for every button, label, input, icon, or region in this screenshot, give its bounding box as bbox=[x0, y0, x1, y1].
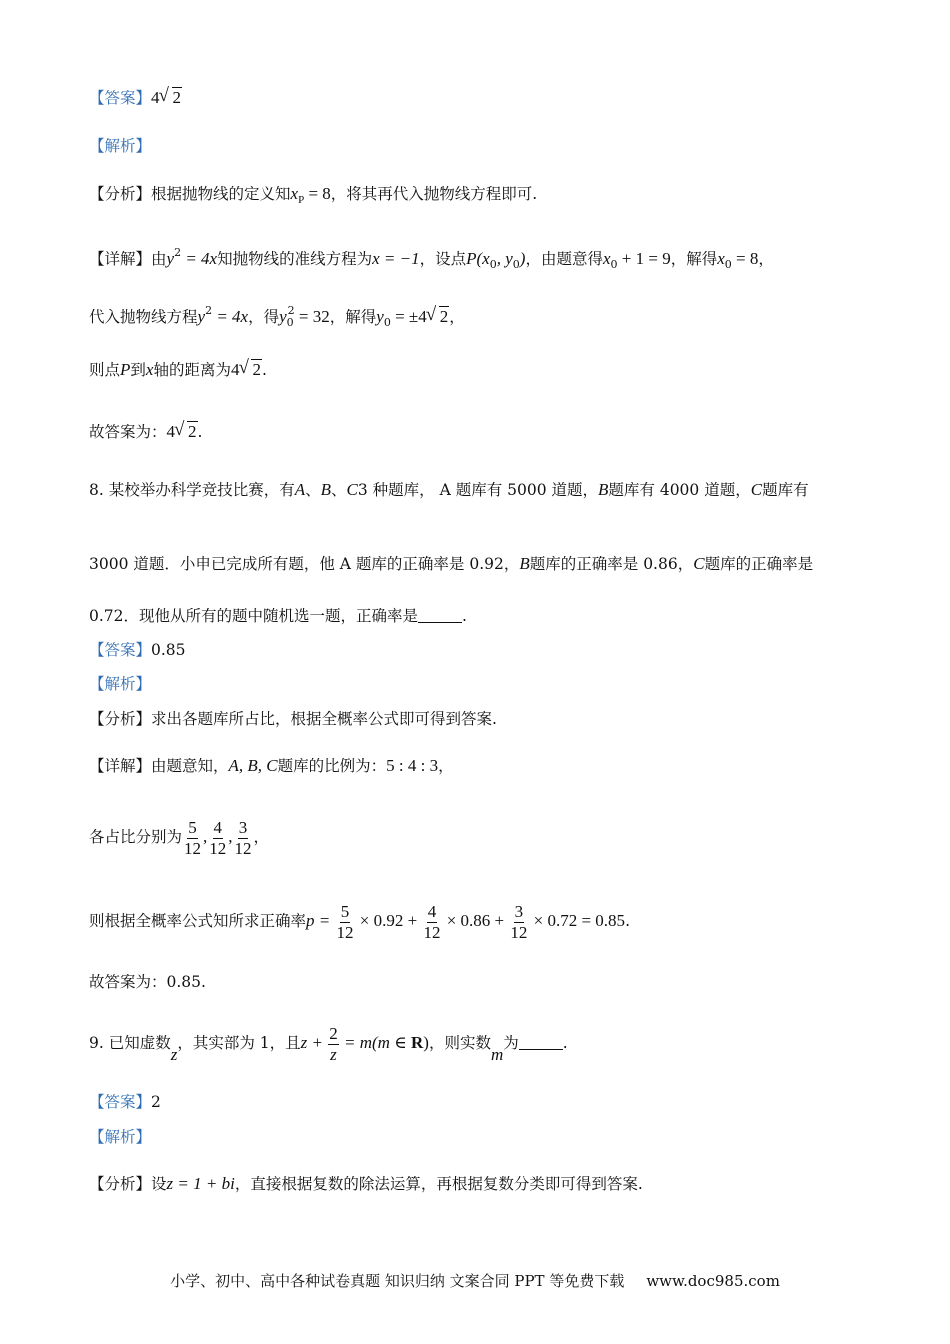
q9-answer-line: 【答案】2 bbox=[89, 1093, 161, 1111]
fraction: $\frac{5}{12}$ bbox=[184, 817, 202, 858]
q7-fenxi-line: 【分析】根据抛物线的定义知$x_P = 8$，将其再代入抛物线方程即可. bbox=[89, 184, 538, 206]
q7-detail-line-1: 【详解】由$y^2 = 4x$知抛物线的准线方程为x = −1，设点$P(x_0$, $y_0$)，由题意得$x_0 + 1 = 9$，解得$x_0 = 8$， bbox=[89, 246, 774, 271]
q7-detail-line-3: 则点P到x轴的距离为4√ 2. bbox=[89, 358, 267, 382]
q9-fenxi-line: 【分析】设z = 1 + bi，直接根据复数的除法运算，再根据复数分类即可得到答案. bbox=[89, 1174, 643, 1193]
q7-analysis-heading: 【解析】 bbox=[89, 137, 152, 155]
fraction: $\frac{4}{12}$ bbox=[209, 817, 227, 858]
answer-blank bbox=[418, 606, 462, 623]
fraction: $\frac{4}{12}$ bbox=[423, 901, 441, 942]
fraction: $\frac{3}{12}$ bbox=[510, 901, 528, 942]
q7-detail-line-2: 代入抛物线方程$y^2 = 4x$，得$y_0^2 = 32$，解得$y_0 = \pm 4√$ 2， bbox=[89, 299, 465, 335]
footer-text: 小学、初中、高中各种试卷真题 知识归纳 文案合同 PPT 等免费下载 bbox=[170, 1272, 625, 1290]
q8-detail-line-4: 故答案为：0.85. bbox=[89, 973, 206, 991]
sqrt: √ 2 bbox=[239, 358, 262, 382]
sqrt: √ 2 bbox=[427, 305, 450, 329]
q8-question-line-3: 0.72．现他从所有的题中随机选一题，正确率是 . bbox=[89, 607, 467, 625]
q7-answer-line: 【答案】4√ 2 bbox=[89, 86, 182, 110]
q8-detail-line-3: 则根据全概率公式知所求正确率p = $\frac{5}{12}$ × 0.92 + $\frac{4}{12}$ × 0.86 + $\frac{3}{12}$ × 0.72 = 0.85. bbox=[89, 901, 630, 942]
q8-question-line-2: 3000 道题．小申已完成所有题，他 A 题库的正确率是 0.92，B题库的正确率是 0.86，C题库的正确率是 bbox=[89, 554, 814, 573]
fraction: $\frac{3}{12}$ bbox=[234, 817, 252, 858]
sqrt: √ 2 bbox=[175, 420, 198, 444]
q8-detail-line-1: 【详解】由题意知，A, B, C题库的比例为：5 : 4 : 3， bbox=[89, 756, 454, 775]
q8-analysis-heading: 【解析】 bbox=[89, 675, 152, 693]
q8-answer-line: 【答案】0.85 bbox=[89, 641, 186, 659]
q7-detail-line-4: 故答案为：4√ 2. bbox=[89, 420, 202, 444]
page-footer bbox=[0, 1270, 950, 1291]
sqrt: √ 2 bbox=[160, 86, 183, 110]
q9-analysis-heading: 【解析】 bbox=[89, 1128, 152, 1146]
fraction: $\frac{2}{z}$ bbox=[329, 1023, 338, 1064]
q9-question-line: 9. 已知虚数z，其实部为 1，且z + $\frac{2}{z}$ = m(m ∈ R)，则实数m为 . bbox=[89, 1023, 568, 1064]
q8-question-line-1: 8. 某校举办科学竞技比赛，有A、B、C3 种题库， A 题库有 5000 道题，B题库有 4000 道题，C题库有 bbox=[89, 480, 809, 499]
q8-fenxi-line: 【分析】求出各题库所占比，根据全概率公式即可得到答案. bbox=[89, 710, 497, 728]
q8-detail-line-2: 各占比分别为 $\frac{5}{12}$ , $\frac{4}{12}$ , $\frac{3}{12}$ ， bbox=[89, 817, 270, 858]
footer-url[interactable]: www.doc985.com bbox=[646, 1272, 780, 1290]
answer-blank bbox=[519, 1033, 563, 1050]
fraction: $\frac{5}{12}$ bbox=[336, 901, 354, 942]
answer-label: 【答案】 bbox=[89, 89, 152, 107]
